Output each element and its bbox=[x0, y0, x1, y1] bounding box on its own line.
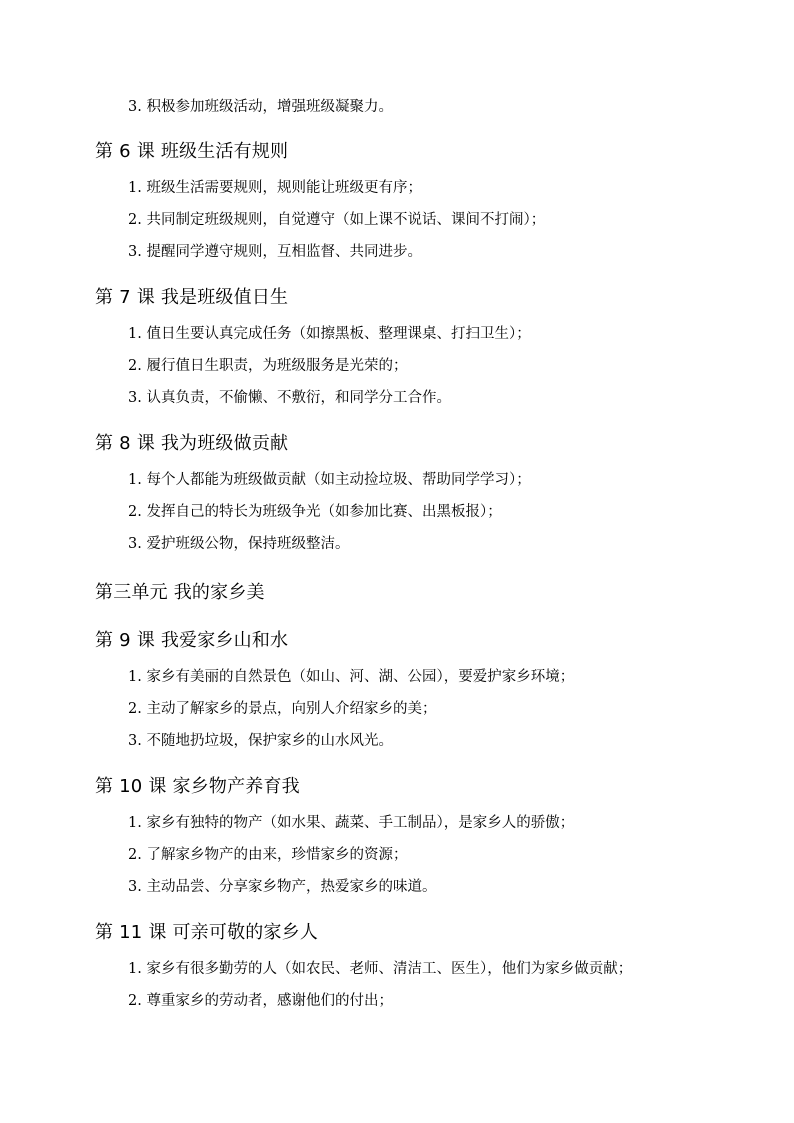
list-item: 2. 主动了解家乡的景点，向别人介绍家乡的美； bbox=[128, 701, 437, 717]
list-item: 3. 提醒同学遵守规则，互相监督、共同进步。 bbox=[128, 244, 422, 260]
lesson-11-heading: 第 11 课 可亲可敬的家乡人 bbox=[95, 922, 319, 943]
lesson-9-heading: 第 9 课 我爱家乡山和水 bbox=[95, 630, 289, 651]
list-item: 2. 尊重家乡的劳动者，感谢他们的付出； bbox=[128, 993, 393, 1009]
lesson-6-heading: 第 6 课 班级生活有规则 bbox=[95, 141, 289, 162]
list-item: 3. 认真负责，不偷懒、不敷衍，和同学分工合作。 bbox=[128, 390, 451, 406]
unit-3-heading: 第三单元 我的家乡美 bbox=[95, 582, 265, 603]
list-item: 2. 履行值日生职责，为班级服务是光荣的； bbox=[128, 358, 408, 374]
lesson-8-heading: 第 8 课 我为班级做贡献 bbox=[95, 433, 289, 454]
list-item: 3. 爱护班级公物，保持班级整洁。 bbox=[128, 536, 350, 552]
list-item: 1. 家乡有美丽的自然景色（如山、河、湖、公园），要爱护家乡环境； bbox=[128, 669, 575, 685]
list-item: 2. 发挥自己的特长为班级争光（如参加比赛、出黑板报）； bbox=[128, 504, 502, 520]
list-item: 1. 每个人都能为班级做贡献（如主动捡垃圾、帮助同学学习）； bbox=[128, 472, 531, 488]
lesson-10-heading: 第 10 课 家乡物产养育我 bbox=[95, 776, 300, 797]
list-item: 1. 班级生活需要规则，规则能让班级更有序； bbox=[128, 180, 422, 196]
list-item: 1. 值日生要认真完成任务（如擦黑板、整理课桌、打扫卫生）； bbox=[128, 326, 531, 342]
list-item: 1. 家乡有很多勤劳的人（如农民、老师、清洁工、医生），他们为家乡做贡献； bbox=[128, 961, 633, 977]
list-item: 3. 主动品尝、分享家乡物产，热爱家乡的味道。 bbox=[128, 879, 437, 895]
list-item: 1. 家乡有独特的物产（如水果、蔬菜、手工制品），是家乡人的骄傲； bbox=[128, 815, 575, 831]
list-item: 2. 共同制定班级规则，自觉遵守（如上课不说话、课间不打闹）； bbox=[128, 212, 546, 228]
list-item: 2. 了解家乡物产的由来，珍惜家乡的资源； bbox=[128, 847, 408, 863]
lesson-7-heading: 第 7 课 我是班级值日生 bbox=[95, 287, 289, 308]
list-item: 3. 不随地扔垃圾，保护家乡的山水风光。 bbox=[128, 733, 393, 749]
list-item: 3. 积极参加班级活动，增强班级凝聚力。 bbox=[128, 99, 393, 115]
